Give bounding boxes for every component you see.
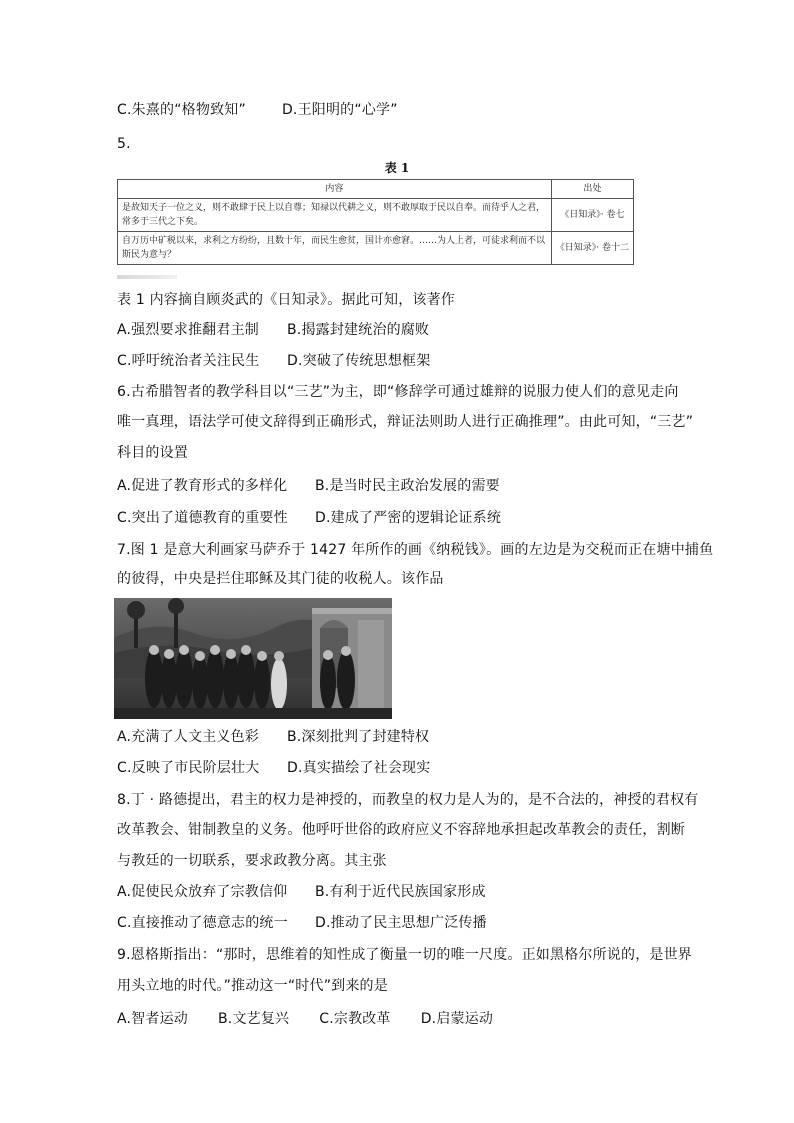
q9-stem-line2: 用头立地的时代。”推动这一“时代”到来的是 bbox=[117, 978, 388, 994]
q6-option-b: B.是当时民主政治发展的需要 bbox=[315, 478, 500, 494]
q5-option-b: B.揭露封建统治的腐败 bbox=[287, 322, 430, 338]
q6-stem-line3: 科目的设置 bbox=[117, 445, 188, 461]
q6-options-cd bbox=[117, 508, 501, 528]
q7-options-cd bbox=[117, 758, 430, 778]
q7-stem-line1: 7.图 1 是意大利画家马萨乔于 1427 年所作的画《纳税钱》。画的左边是为交税而正在塘中捕鱼 bbox=[117, 542, 714, 558]
q6-option-d: D.建成了严密的逻辑论证系统 bbox=[315, 510, 502, 526]
scan-artifact bbox=[117, 275, 177, 279]
q6-stem-line2: 唯一真理，语法学可使文辞得到正确形式，辩证法则助人进行正确推理”。由此可知，“三艺” bbox=[117, 414, 694, 430]
q7-options-ab bbox=[117, 727, 429, 747]
table-cell-content: 自万历中矿税以来，求利之方纷纷，且数十年，而民生愈贫，国计亦愈窘。……为人上者，可徒求利而不以斯民为意与？ bbox=[118, 232, 552, 265]
q7-option-a: A.充满了人文主义色彩 bbox=[117, 729, 259, 745]
q5-stem: 表 1 内容摘自顾炎武的《日知录》。据此可知，该著作 bbox=[117, 292, 456, 308]
q6-option-c: C.突出了道德教育的重要性 bbox=[117, 510, 288, 526]
q7-stem-line2: 的彼得，中央是拦住耶稣及其门徒的收税人。该作品 bbox=[117, 571, 444, 587]
q6-stem-line1: 6.古希腊智者的教学科目以“三艺”为主，即“修辞学可通过雄辩的说服力使人们的意见走向 bbox=[117, 384, 679, 400]
q8-option-a: A.促使民众放弃了宗教信仰 bbox=[117, 884, 288, 900]
q5-options-ab bbox=[117, 320, 429, 340]
q5-number: 5. bbox=[117, 136, 131, 152]
q5-option-c: C.呼吁统治者关注民生 bbox=[117, 353, 260, 369]
table-title: 表 1 bbox=[384, 161, 410, 175]
q8-options-ab bbox=[117, 882, 486, 902]
q8-option-b: B.有利于近代民族国家形成 bbox=[315, 884, 486, 900]
table-row bbox=[118, 232, 634, 265]
q8-stem-line1: 8.丁 · 路德提出，君主的权力是神授的，而教皇的权力是人为的，是不合法的，神授的君权有 bbox=[117, 792, 699, 808]
q7-option-b: B.深刻批判了封建特权 bbox=[287, 729, 430, 745]
q8-option-c: C.直接推动了德意志的统一 bbox=[117, 915, 288, 931]
q8-stem-line3: 与教廷的一切联系，要求政教分离。其主张 bbox=[117, 853, 387, 869]
q7-option-d: D.真实描绘了社会现实 bbox=[287, 760, 431, 776]
q4-options-cd bbox=[117, 100, 398, 120]
table-cell-source: 《日知录》· 卷十二 bbox=[551, 232, 633, 265]
q4-option-d: D.王阳明的“心学” bbox=[281, 102, 398, 118]
tribute-money-painting bbox=[114, 598, 392, 719]
table-header-content: 内容 bbox=[118, 180, 552, 199]
q5-options-cd bbox=[117, 351, 430, 371]
q9-option-a: A.智者运动 bbox=[117, 1011, 188, 1027]
q9-options bbox=[117, 1009, 493, 1029]
table-header-source: 出处 bbox=[551, 180, 633, 199]
source-table bbox=[117, 179, 634, 265]
table-row bbox=[118, 199, 634, 232]
q4-option-c: C.朱熹的“格物致知” bbox=[117, 102, 246, 118]
q5-option-d: D.突破了传统思想框架 bbox=[287, 353, 431, 369]
q9-option-d: D.启蒙运动 bbox=[420, 1011, 494, 1027]
q6-options-ab bbox=[117, 476, 500, 496]
q8-stem-line2: 改革教会、钳制教皇的义务。他呼吁世俗的政府应义不容辞地承担起改革教会的责任，割断 bbox=[117, 822, 685, 838]
table-cell-content: 是故知天子一位之义，则不敢肆于民上以自尊；知禄以代耕之义，则不敢厚取于民以自奉。而待乎人之君，常多于三代之下矣。 bbox=[118, 199, 552, 232]
q9-option-c: C.宗教改革 bbox=[319, 1011, 391, 1027]
q9-option-b: B.文艺复兴 bbox=[217, 1011, 290, 1027]
q7-option-c: C.反映了市民阶层壮大 bbox=[117, 760, 260, 776]
q9-stem-line1: 9.恩格斯指出：“那时，思维着的知性成了衡量一切的唯一尺度。正如黑格尔所说的，是世界 bbox=[117, 947, 693, 963]
q6-option-a: A.促进了教育形式的多样化 bbox=[117, 478, 288, 494]
q5-option-a: A.强烈要求推翻君主制 bbox=[117, 322, 259, 338]
q8-option-d: D.推动了民主思想广泛传播 bbox=[315, 915, 487, 931]
q8-options-cd bbox=[117, 913, 487, 933]
table-cell-source: 《日知录》· 卷七 bbox=[551, 199, 633, 232]
painting-image bbox=[114, 598, 392, 719]
